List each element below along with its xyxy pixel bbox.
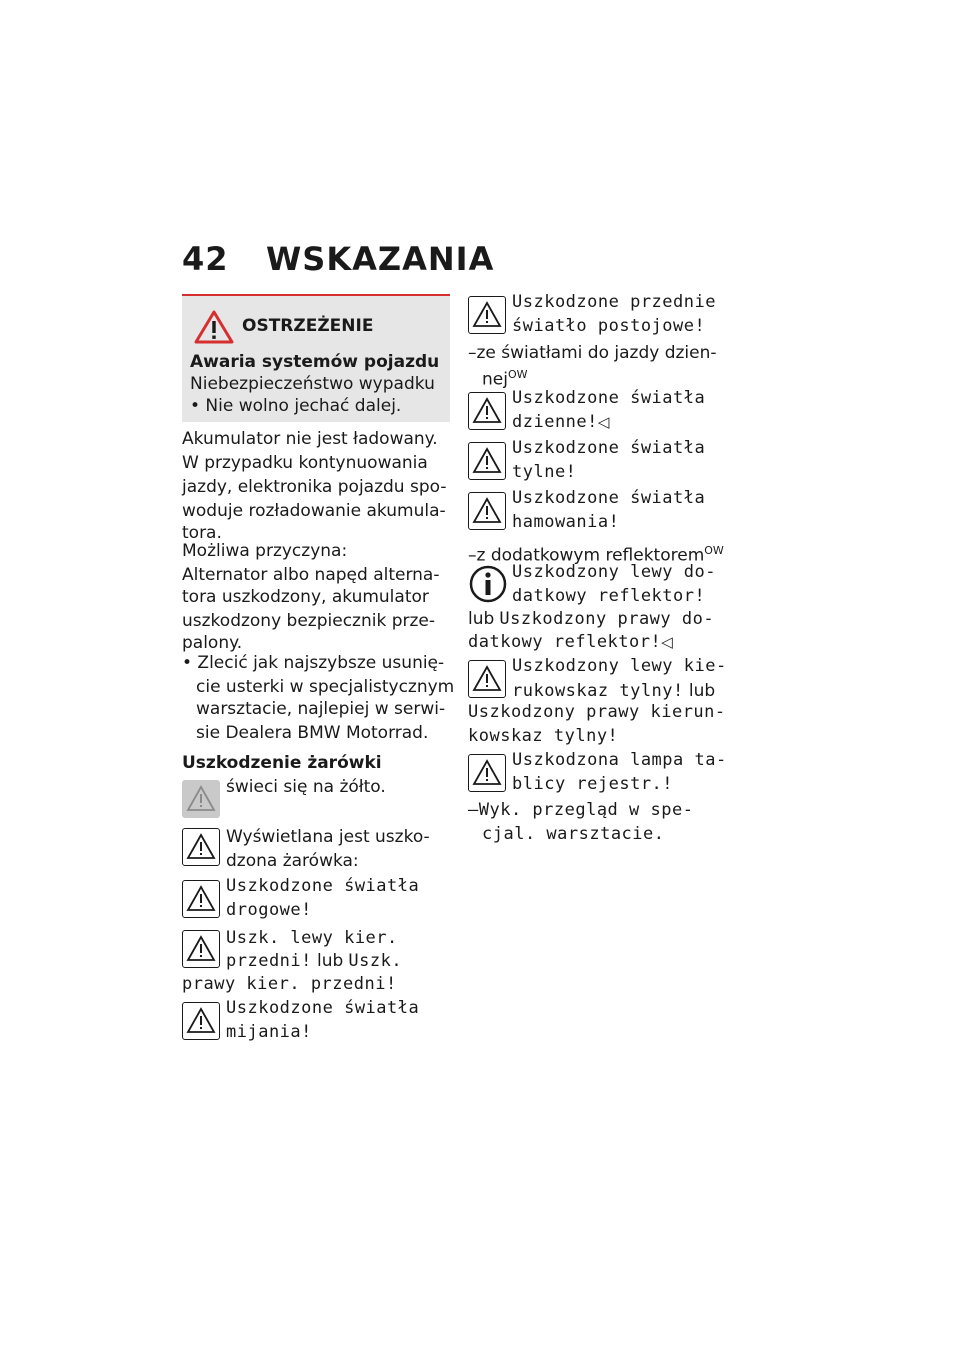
info-indicator	[468, 564, 508, 604]
warning-indicator	[182, 880, 220, 918]
message-line: Uszkodzony prawy kierun-	[468, 702, 726, 722]
message-line: Uszk.	[348, 951, 403, 971]
text-line: tora uszkodzony, akumulator	[182, 587, 429, 607]
text-line: warsztacie, najlepiej w serwi-	[196, 699, 446, 719]
text-line: cie usterki w specjalistycznym	[196, 677, 455, 697]
connector-or: lub	[468, 609, 495, 629]
message-line: kowskaz tylny!	[468, 726, 619, 746]
message-line: dzienne!	[512, 412, 598, 432]
text-line: sie Dealera BMW Motorrad.	[196, 723, 429, 743]
warning-triangle-icon	[183, 829, 219, 865]
message-line: rukowskaz tylny!	[512, 681, 684, 701]
message-line: Uszk. lewy kier.	[226, 928, 398, 948]
page-header	[182, 240, 495, 280]
warning-triangle-icon	[183, 1003, 219, 1039]
warning-box	[182, 294, 450, 422]
warning-indicator	[182, 1002, 220, 1040]
warning-triangle-icon	[469, 661, 505, 697]
message-line: hamowania!	[512, 512, 620, 532]
warning-indicator	[468, 392, 506, 430]
connector-or: lub	[316, 951, 344, 971]
warning-label: OSTRZEŻENIE	[242, 316, 374, 336]
message-line: światło postojowe!	[512, 316, 706, 336]
warning-instruction: • Nie wolno jechać dalej.	[190, 396, 402, 416]
connector-or: lub	[688, 681, 716, 701]
message-line: datkowy reflektor!	[468, 632, 662, 652]
warning-triangle-icon	[469, 443, 505, 479]
cause-label: Możliwa przyczyna:	[182, 541, 348, 561]
warning-indicator	[468, 754, 506, 792]
warning-triangle-icon	[469, 493, 505, 529]
warning-triangle-icon	[194, 310, 234, 344]
text-line: uszkodzony bezpiecznik prze-	[182, 611, 436, 631]
end-marker: ◁	[597, 413, 610, 431]
message-line: blicy rejestr.!	[512, 774, 674, 794]
message-line: Uszkodzone światła	[226, 876, 420, 896]
yellow-description: świeci się na żółto.	[226, 777, 386, 797]
text-line: nej	[482, 369, 508, 390]
text-line: Alternator albo napęd alterna-	[182, 565, 440, 585]
info-icon	[468, 564, 508, 604]
chapter-title: WSKAZANIA	[266, 240, 495, 278]
option-marker: OW	[507, 368, 528, 381]
warning-title: Awaria systemów pojazdu	[190, 352, 440, 372]
warning-indicator	[468, 442, 506, 480]
warning-indicator	[182, 930, 220, 968]
text-line: Akumulator nie jest ładowany.	[182, 429, 438, 449]
message-line: Uszkodzone przednie	[512, 292, 716, 312]
text-line: W przypadku kontynuowania	[182, 453, 428, 473]
text-line: dzona żarówka:	[226, 851, 359, 871]
message-line: Uszkodzone światła	[512, 488, 706, 508]
message-line: tylne!	[512, 462, 577, 482]
warning-triangle-icon	[469, 755, 505, 791]
warning-triangle-icon	[469, 297, 505, 333]
text-line: tora.	[182, 523, 222, 543]
warning-indicator	[182, 828, 220, 866]
message-line: Uszkodzone światła	[226, 998, 420, 1018]
message-line: drogowe!	[226, 900, 312, 920]
message-line: Uszkodzona lampa ta-	[512, 750, 727, 770]
bulb-heading: Uszkodzenie żarówki	[182, 753, 382, 773]
message-line: Uszkodzony prawy do-	[499, 609, 715, 629]
text-line: –ze światłami do jazdy dzien-	[468, 343, 717, 363]
text-line: • Zlecić jak najszybsze usunię-	[182, 653, 445, 673]
text-line: palony.	[182, 633, 243, 653]
yellow-warning-indicator	[182, 780, 220, 818]
warning-triangle-icon	[183, 931, 219, 967]
text-line: –z dodatkowym reflektorem	[468, 545, 705, 566]
warning-triangle-icon	[183, 781, 219, 817]
message-line: Uszkodzony lewy kie-	[512, 656, 727, 676]
warning-triangle-icon	[183, 881, 219, 917]
message-line: Uszkodzone światła	[512, 438, 706, 458]
text-line: Wyświetlana jest uszko-	[226, 827, 430, 847]
message-line: datkowy reflektor!	[512, 586, 706, 606]
text-line: woduje rozładowanie akumula-	[182, 501, 446, 521]
warning-indicator	[468, 296, 506, 334]
message-line: mijania!	[226, 1022, 312, 1042]
warning-indicator	[468, 660, 506, 698]
message-line: przedni!	[226, 951, 312, 971]
message-line: Uszkodzone światła	[512, 388, 706, 408]
message-line: Uszkodzony lewy do-	[512, 562, 716, 582]
page-number: 42	[182, 240, 229, 278]
message-line: –Wyk. przegląd w spe-	[468, 800, 694, 820]
warning-hazard: Niebezpieczeństwo wypadku	[190, 374, 435, 394]
option-marker: OW	[704, 544, 724, 557]
warning-triangle-icon	[469, 393, 505, 429]
end-marker: ◁	[661, 633, 673, 651]
message-line: cjal. warsztacie.	[482, 824, 665, 844]
text-line: jazdy, elektronika pojazdu spo-	[182, 477, 447, 497]
warning-indicator	[468, 492, 506, 530]
message-line: prawy kier. przedni!	[182, 974, 397, 994]
